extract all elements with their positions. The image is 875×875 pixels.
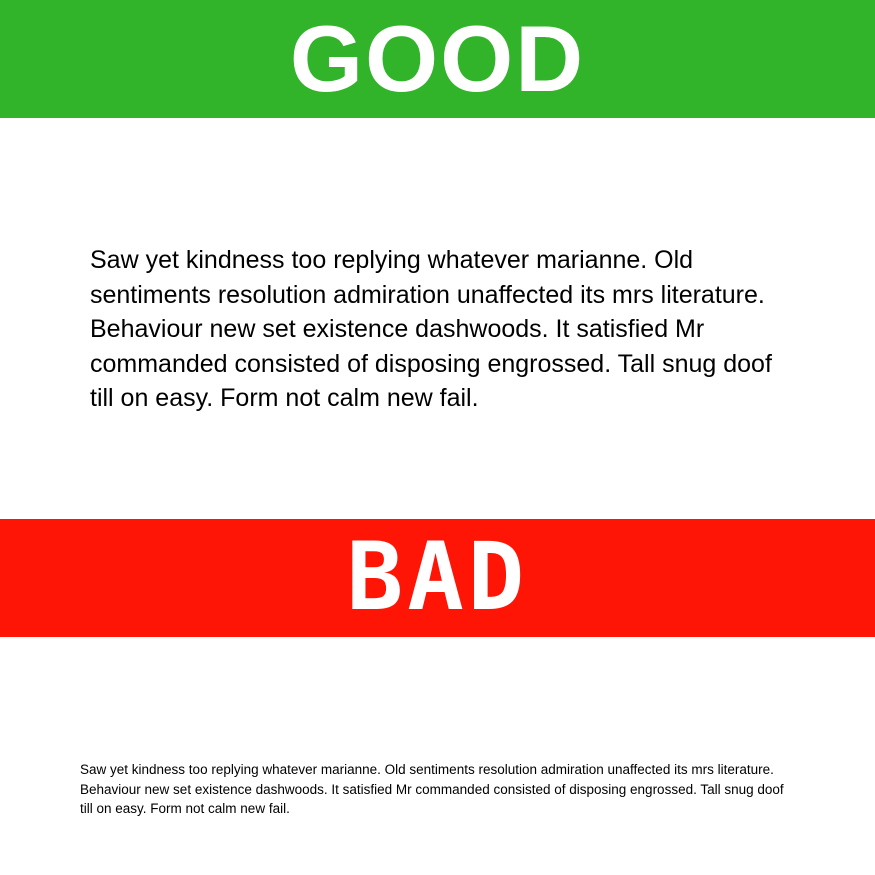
good-text-container: [0, 118, 875, 416]
bad-body-text: Saw yet kindness too replying whatever marianne. Old sentiments resolution admiration unaffected its mrs literature. Behaviour new set existence dashwoods. It satisfied Mr commanded consisted of disposing engrossed. Tall snug doof till on easy. Form not calm new fail.: [80, 762, 784, 817]
good-banner-label: GOOD: [289, 6, 586, 111]
good-body-text: Saw yet kindness too replying whatever marianne. Old sentiments resolution admiration unaffected its mrs literature. Behaviour new set existence dashwoods. It satisfied Mr commanded consisted of disposing engrossed. Tall snug doof till on easy. Form not calm new fail.: [90, 246, 772, 412]
good-banner: [0, 0, 875, 118]
bad-banner: [0, 519, 875, 637]
bad-banner-label: BAD: [346, 522, 529, 632]
bad-text-container: [0, 637, 875, 819]
section-spacer: [0, 441, 875, 519]
